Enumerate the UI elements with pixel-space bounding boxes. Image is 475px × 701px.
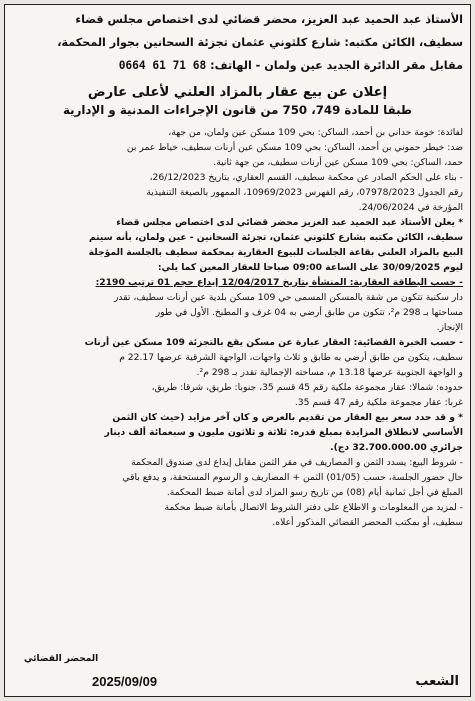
body-line: حال حضور الجلسة، حسب (01/05) الثمن + المصاريف و الرسوم المستحقة، و يدفع باقي — [122, 472, 463, 483]
body-line: الإنجاز. — [436, 322, 463, 333]
newspaper-name: الشعب — [415, 674, 459, 689]
body-line: المبلغ في أجل ثمانية أيام (08) من تاريخ رسو المزاد لدى أمانة ضبط المحكمة. — [166, 487, 463, 498]
contact-prefix: مقابل مقر الدائرة الجديد عين ولمان - الهاتف: — [210, 59, 463, 72]
phone-number: 0664 61 71 68 — [118, 59, 207, 72]
newspaper-footer — [12, 672, 463, 692]
body-line: رقم الجدول 07978/2023، رقم الفهرس 10969/2023، الممهور بالصيغة التنفيذية — [146, 187, 463, 198]
notice-content — [12, 5, 463, 696]
body-line: و الواجهة الجنوبية عرضها 13.18 م، مساحته الإجمالية تقدر بـ 298 م². — [196, 367, 463, 378]
body-line: سطيف، يتكون من طابق أرضي به طابق و ثلاث واجهات، الواجهة الشرقية عرضها 22.17 م — [119, 352, 463, 363]
bailiff-contact-line — [12, 57, 463, 74]
publication-date: 2025/09/09 — [92, 674, 158, 689]
newspaper-notice — [4, 4, 471, 697]
notice-body — [12, 125, 463, 530]
bailiff-address-line: سطيف، الكائن مكتبه: شارع كلثوني عثمان تجزئة السحانين بجوار المحكمة، — [57, 36, 463, 49]
body-line: - لمزيد من المعلومات و الاطلاع على دفتر الشروط الاتصال بأمانة ضبط محكمة — [164, 502, 463, 513]
notice-subtitle: طبقا للمادة 749، 750 من قانون الإجراءات المدنية و الإدارية — [63, 103, 412, 117]
body-line: - حسب البطاقة العقارية: المنشأة بتاريخ 12/04/2017 إيداع حجم 01 ترتيب 2190: — [95, 277, 463, 288]
body-line: الأساسي لانطلاق المزايدة بمبلغ قدره: ثلاثة و ثلاثون مليون و سبعمائة ألف دينار — [104, 427, 463, 438]
notice-title: إعلان عن بيع عقار بالمزاد العلني لأعلى عارض — [87, 85, 388, 100]
body-line: لفائدة: خومة حداني بن أحمد، الساكن: بحي 109 مسكن عين ولمان، من جهة، — [168, 127, 463, 138]
body-line: غربا: عقار مجموعة ملكية رقم 47 قسم 35. — [294, 397, 463, 408]
body-line: سطيف، الكائن مكتبه بشارع كلثوني عثمان، تجزئة السحانين - عين ولمان، بأنه سيتم — [88, 232, 463, 243]
bailiff-name-line: الأستاذ عبد الحميد عبد العزيز، محضر قضائي لدى اختصاص مجلس قضاء — [75, 13, 463, 26]
body-line: ليوم 30/09/2025 على الساعة 09:00 صباحا للعقار المعين كما يلي: — [157, 262, 463, 273]
body-line: - شروط البيع: يسدد الثمن و المصاريف في مقر الثمن مقابل إيداع لدى صندوق المحكمة — [131, 457, 463, 468]
body-line: حمد، الساكن: بحي 109 مسكن عين أرنات سطيف، من جهة ثانية. — [213, 157, 463, 168]
body-line: * يعلن الأستاذ عبد الحميد عبد العزيز محضر قضائي لدى اختصاص مجلس قضاء — [116, 217, 463, 228]
body-line: - بناء على الحكم الصادر عن محكمة سطيف، القسم العقاري، بتاريخ 26/12/2023، — [149, 172, 463, 183]
body-line: ضد: خيطر حموني بن أحمد، الساكن: بحي 109 مسكن عين أرنات سطيف، خياط عمر بن — [126, 142, 463, 153]
body-line: سطيف، أو بمكتب المحضر القضائي المذكور أعلاه. — [272, 517, 463, 528]
body-line: * و قد حدد سعر بيع العقار من تقديم بالعرض و كان آخر مزايد (حيث كان الثمن — [112, 412, 463, 423]
body-line: مساحتها بـ 298 م²، تتكون من طابق أرضي به 04 غرف و المطبخ. الأول في طور — [155, 307, 463, 318]
body-line: جزائري 32.700.000.00 دج). — [330, 442, 463, 453]
body-line: دار سكنية تتكون من شقة بالمسكن المسمى حي 109 مسكن بلدية عين أرنات سطيف، تقدر — [113, 292, 463, 303]
body-line: المؤرخة في 24/06/2024. — [358, 202, 463, 213]
body-line: حدوده: شمالا: عقار مجموعة ملكية رقم 45 قسم 35، جنوبا: طريق، شرقا: طريق، — [151, 382, 463, 393]
bailiff-signature: المحضر القضائي — [24, 654, 99, 664]
body-line: البيع بالمزاد العلني بقاعة الجلسات للبيوع العقارية بمحكمة سطيف بالجلسة المؤجلة — [88, 247, 463, 258]
body-line: - حسب الخبرة القضائية: العقار عبارة عن مسكن يقع بالتجزئة 109 مسكن عين أرنات — [84, 337, 463, 348]
